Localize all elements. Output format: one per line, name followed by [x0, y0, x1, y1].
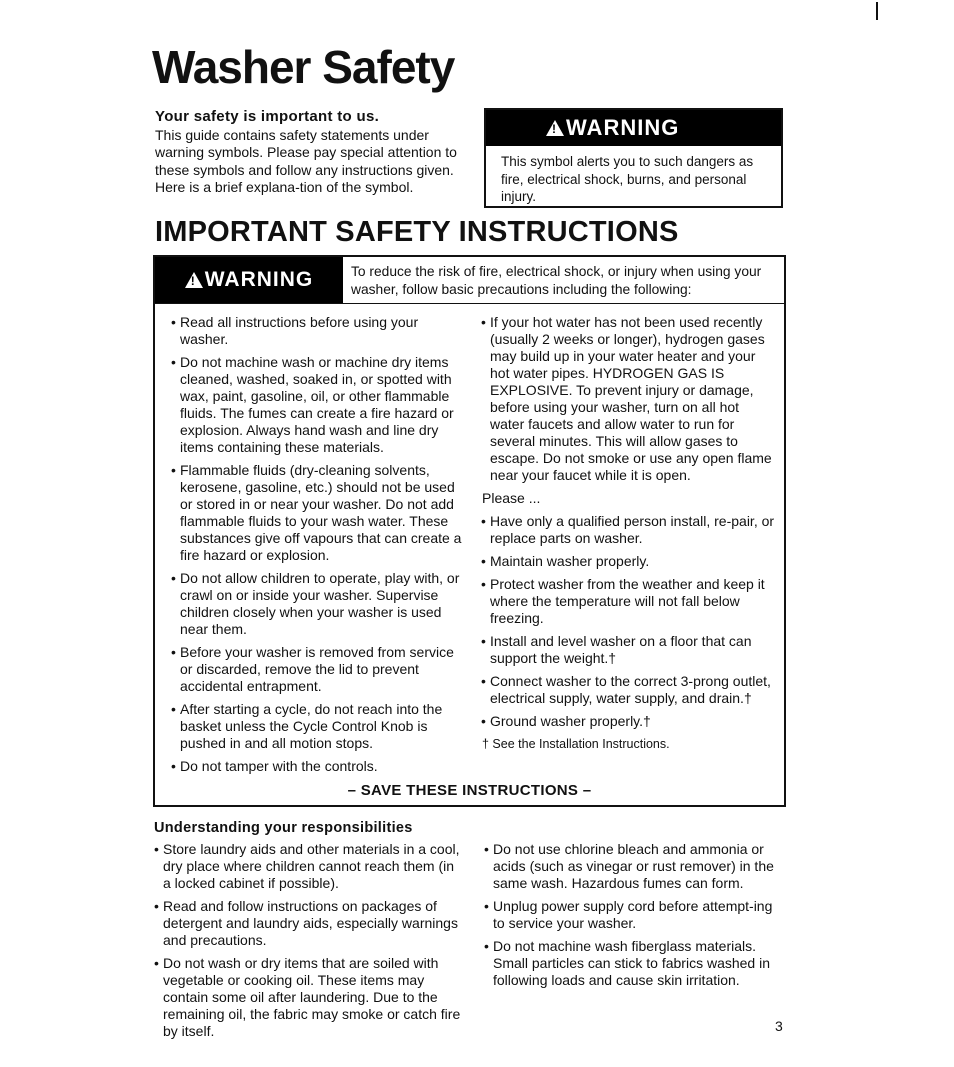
list-item: • Do not allow children to operate, play with, or crawl on or inside your washer. Supervise children closely when your washer is used near them.: [171, 570, 463, 638]
footnote: † See the Installation Instructions.: [482, 737, 670, 751]
list-item: • Have only a qualified person install, re-pair, or replace parts on washer.: [481, 513, 777, 547]
warning-banner: [486, 110, 781, 146]
page-title: Washer Safety: [152, 41, 455, 93]
save-instructions-text: – SAVE THESE INSTRUCTIONS –: [347, 782, 592, 799]
list-item: • Connect washer to the correct 3-prong outlet, electrical supply, water supply, and drain.†: [481, 673, 777, 707]
list-item: • Read all instructions before using your washer.: [171, 314, 463, 348]
list-item: • Do not machine wash or machine dry items cleaned, washed, soaked in, or spotted with wax, paint, gasoline, oil, or other flammable fluids. The fumes can create a fire hazard or explosion. Always hand wash and line dry items containing these materials.: [171, 354, 463, 456]
list-item: • Do not machine wash fiberglass materials. Small particles can stick to fabrics washed in following loads and cause skin irritation.: [484, 938, 784, 989]
list-item: • Do not tamper with the controls.: [171, 758, 463, 775]
list-item: • Read and follow instructions on packages of detergent and laundry aids, especially warnings and precautions.: [154, 898, 464, 949]
right-instructions-list: [481, 314, 777, 759]
please-label: Please ...: [482, 490, 541, 506]
divider: [155, 303, 784, 304]
responsibilities-right-list: [484, 841, 784, 995]
important-safety-instructions-heading: IMPORTANT SAFETY INSTRUCTIONS: [155, 216, 679, 248]
responsibilities-left-list: [154, 841, 464, 1046]
list-item: • Install and level washer on a floor that can support the weight.†: [481, 633, 777, 667]
list-item: • Unplug power supply cord before attempt-ing to service your washer.: [484, 898, 784, 932]
page-number: 3: [775, 1018, 783, 1034]
left-instructions-list: [171, 314, 463, 781]
list-item: • Do not wash or dry items that are soiled with vegetable or cooking oil. These items may contain some oil after laundering. Due to the remaining oil, the fabric may smoke or catch fire by itself.: [154, 955, 464, 1040]
warning-label: WARNING: [204, 268, 314, 291]
instructions-intro: To reduce the risk of fire, electrical shock, or injury when using your washer, follow basic precautions including the following:: [351, 264, 762, 297]
safety-instructions-box: [153, 255, 786, 807]
list-item: • Maintain washer properly.: [481, 553, 777, 570]
warning-banner-main: [155, 257, 343, 303]
warning-triangle-icon: [185, 272, 203, 288]
safety-intro-text: This guide contains safety statements under warning symbols. Please pay special attention to these symbols and follow any instructions given. Here is a brief explana-tion of the symbol.: [155, 127, 457, 195]
list-item: • Do not use chlorine bleach and ammonia or acids (such as vinegar or rust remover) in the same wash. Hazardous fumes can form.: [484, 841, 784, 892]
safety-heading: Your safety is important to us.: [155, 108, 380, 125]
warning-symbol-description: This symbol alerts you to such dangers as fire, electrical shock, burns, and personal injury.: [501, 154, 754, 204]
list-item: • Store laundry aids and other materials in a cool, dry place where children cannot reach them (in a locked cabinet if possible).: [154, 841, 464, 892]
page-edge-mark: [876, 2, 878, 20]
list-item: • Ground washer properly.†: [481, 713, 777, 730]
list-item: • If your hot water has not been used recently (usually 2 weeks or longer), hydrogen gases may build up in your water heater and your hot water pipes. HYDROGEN GAS IS EXPLOSIVE. To prevent injury or damage, before using your washer, turn on all hot water faucets and allow water to run for several minutes. This will allow gases to escape. Do not smoke or use any open flame near your faucet while it is open.: [481, 314, 777, 484]
list-item: • Flammable fluids (dry-cleaning solvents, kerosene, gasoline, etc.) should not be used or stored in or near your washer. Do not add flammable fluids to your wash water. These substances give off vapours that can create a fire hazard or explosion.: [171, 462, 463, 564]
responsibilities-heading: Understanding your responsibilities: [154, 820, 413, 836]
warning-triangle-icon: [546, 120, 564, 136]
list-item: • After starting a cycle, do not reach into the basket unless the Cycle Control Knob is pushed in and all motion stops.: [171, 701, 463, 752]
warning-symbol-box: [484, 108, 783, 208]
list-item: • Protect washer from the weather and keep it where the temperature will not fall below freezing.: [481, 576, 777, 627]
warning-label: WARNING: [566, 115, 680, 140]
list-item: • Before your washer is removed from service or discarded, remove the lid to prevent accidental entrapment.: [171, 644, 463, 695]
